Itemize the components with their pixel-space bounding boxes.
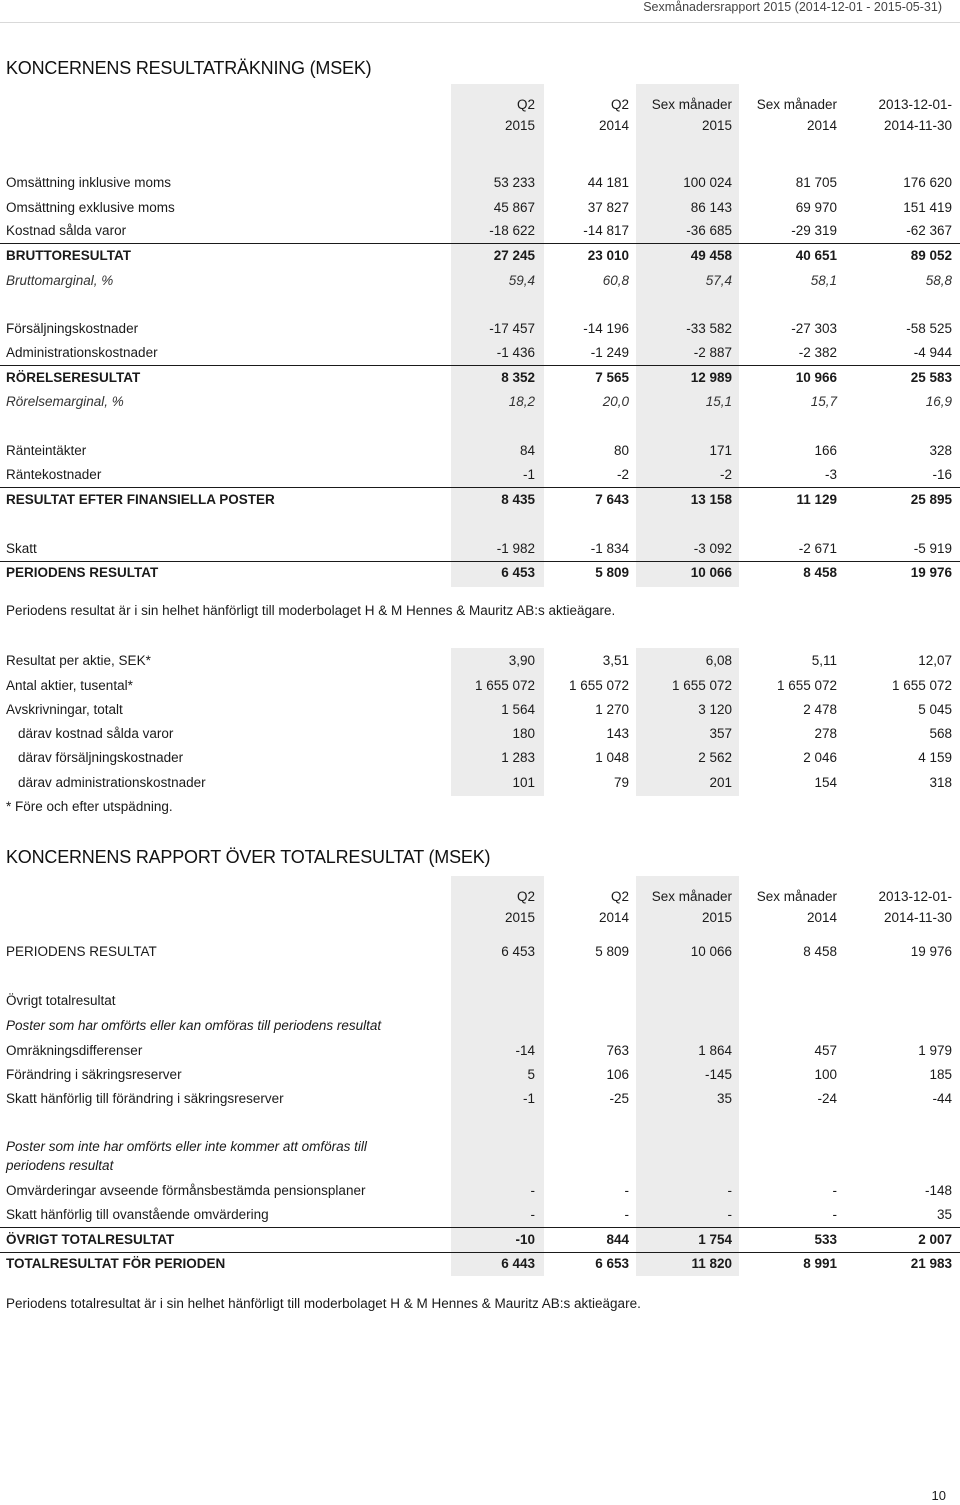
reclass-heading: Poster som har omförts eller kan omföras till periodens resultat xyxy=(6,1018,382,1033)
table-row: därav försäljningskostnader 1 283 1 048 2 562 2 046 4 159 xyxy=(18,750,952,765)
page-header xyxy=(0,0,960,22)
table-row-subtotal: RÖRELSERESULTAT 8 352 7 565 12 989 10 966 25 583 xyxy=(6,370,952,385)
col-header: Q2 2015 xyxy=(504,97,535,133)
col-header: 2013-12-01- 2014-11-30 xyxy=(878,889,952,925)
header-rule xyxy=(0,22,960,23)
table-row: Resultat per aktie, SEK* 3,90 3,51 6,08 5,11 12,07 xyxy=(6,653,952,668)
col-header: Q2 2015 xyxy=(504,889,535,925)
table-row: Omräkningsdifferenser -14 763 1 864 457 1 979 xyxy=(6,1043,952,1058)
table-row: Ränteintäkter 84 80 171 166 328 xyxy=(6,443,952,458)
table-row: Omvärderingar avseende förmånsbestämda pensionsplaner - - - - -148 xyxy=(6,1183,952,1198)
column-headers xyxy=(0,94,960,142)
table-row-subtotal: RESULTAT EFTER FINANSIELLA POSTER 8 435 7 643 13 158 11 129 25 895 xyxy=(6,492,952,507)
table-row-margin: Rörelsemarginal, % 18,2 20,0 15,1 15,7 16,9 xyxy=(6,394,952,409)
table-row: Skatt hänförlig till ovanstående omvärdering - - - - 35 xyxy=(0,1203,960,1228)
table-row-margin: Bruttomarginal, % 59,4 60,8 57,4 58,1 58,8 xyxy=(6,273,952,288)
col-header: Sex månader 2015 xyxy=(651,97,732,133)
col-header: 2013-12-01- 2014-11-30 xyxy=(878,97,952,133)
table-row: Omsättning exklusive moms 45 867 37 827 86 143 69 970 151 419 xyxy=(6,200,952,215)
table-row: Avskrivningar, totalt 1 564 1 270 3 120 2 478 5 045 xyxy=(6,702,952,717)
comprehensive-income-title: KONCERNENS RAPPORT ÖVER TOTALRESULTAT (MSEK) xyxy=(6,847,491,867)
table-row: PERIODENS RESULTAT 6 453 5 809 10 066 8 458 19 976 xyxy=(6,944,952,959)
col-header: Q2 2014 xyxy=(598,889,629,925)
footnote: * Före och efter utspädning. xyxy=(6,799,173,814)
table-row: Räntekostnader -1 -2 -2 -3 -16 xyxy=(0,463,960,488)
table-row: Skatt -1 982 -1 834 -3 092 -2 671 -5 919 xyxy=(0,537,960,562)
table-row: därav kostnad sålda varor 180 143 357 278 568 xyxy=(18,726,952,741)
income-statement-title: KONCERNENS RESULTATRÄKNING (MSEK) xyxy=(6,58,372,78)
table-row: Antal aktier, tusental* 1 655 072 1 655 072 1 655 072 1 655 072 1 655 072 xyxy=(6,678,952,693)
comprehensive-note: Periodens totalresultat är i sin helhet hänförligt till moderbolaget H & M Hennes & Mauritz AB:s aktieägare. xyxy=(6,1296,641,1311)
table-row: Skatt hänförlig till förändring i säkringsreserver -1 -25 35 -24 -44 xyxy=(6,1091,952,1106)
page-number: 10 xyxy=(931,1488,946,1503)
col-header: Sex månader 2014 xyxy=(756,97,837,133)
table-row: Omsättning inklusive moms 53 233 44 181 100 024 81 705 176 620 xyxy=(6,175,952,190)
col-header: Q2 2014 xyxy=(598,97,629,133)
table-row-total: PERIODENS RESULTAT 6 453 5 809 10 066 8 458 19 976 xyxy=(6,565,952,580)
other-comprehensive-heading: Övrigt totalresultat xyxy=(6,993,116,1008)
col-header: Sex månader 2014 xyxy=(756,889,837,925)
table-row: Försäljningskostnader -17 457 -14 196 -33 582 -27 303 -58 525 xyxy=(6,321,952,336)
table-row-total: TOTALRESULTAT FÖR PERIODEN 6 443 6 653 11 820 8 991 21 983 xyxy=(6,1256,952,1271)
table-row-subtotal: ÖVRIGT TOTALRESULTAT -10 844 1 754 533 2 007 xyxy=(0,1228,960,1253)
col-header: Sex månader 2015 xyxy=(651,889,732,925)
table-row: Förändring i säkringsreserver 5 106 -145 100 185 xyxy=(6,1067,952,1082)
table-row: Kostnad sålda varor -18 622 -14 817 -36 685 -29 319 -62 367 xyxy=(0,219,960,244)
report-title: Sexmånadersrapport 2015 (2014-12-01 - 2015-05-31) xyxy=(643,0,942,14)
column-headers xyxy=(0,886,960,934)
table-row: Administrationskostnader -1 436 -1 249 -2 887 -2 382 -4 944 xyxy=(0,341,960,366)
table-row-subtotal: BRUTTORESULTAT 27 245 23 010 49 458 40 651 89 052 xyxy=(6,248,952,263)
income-statement-note: Periodens resultat är i sin helhet hänförligt till moderbolaget H & M Hennes & Mauritz AB:s aktieägare. xyxy=(6,603,616,618)
table-row: därav administrationskostnader 101 79 201 154 318 xyxy=(18,775,952,790)
nonreclass-heading: Poster som inte har omförts eller inte kommer att omföras till periodens resultat xyxy=(6,1139,367,1173)
